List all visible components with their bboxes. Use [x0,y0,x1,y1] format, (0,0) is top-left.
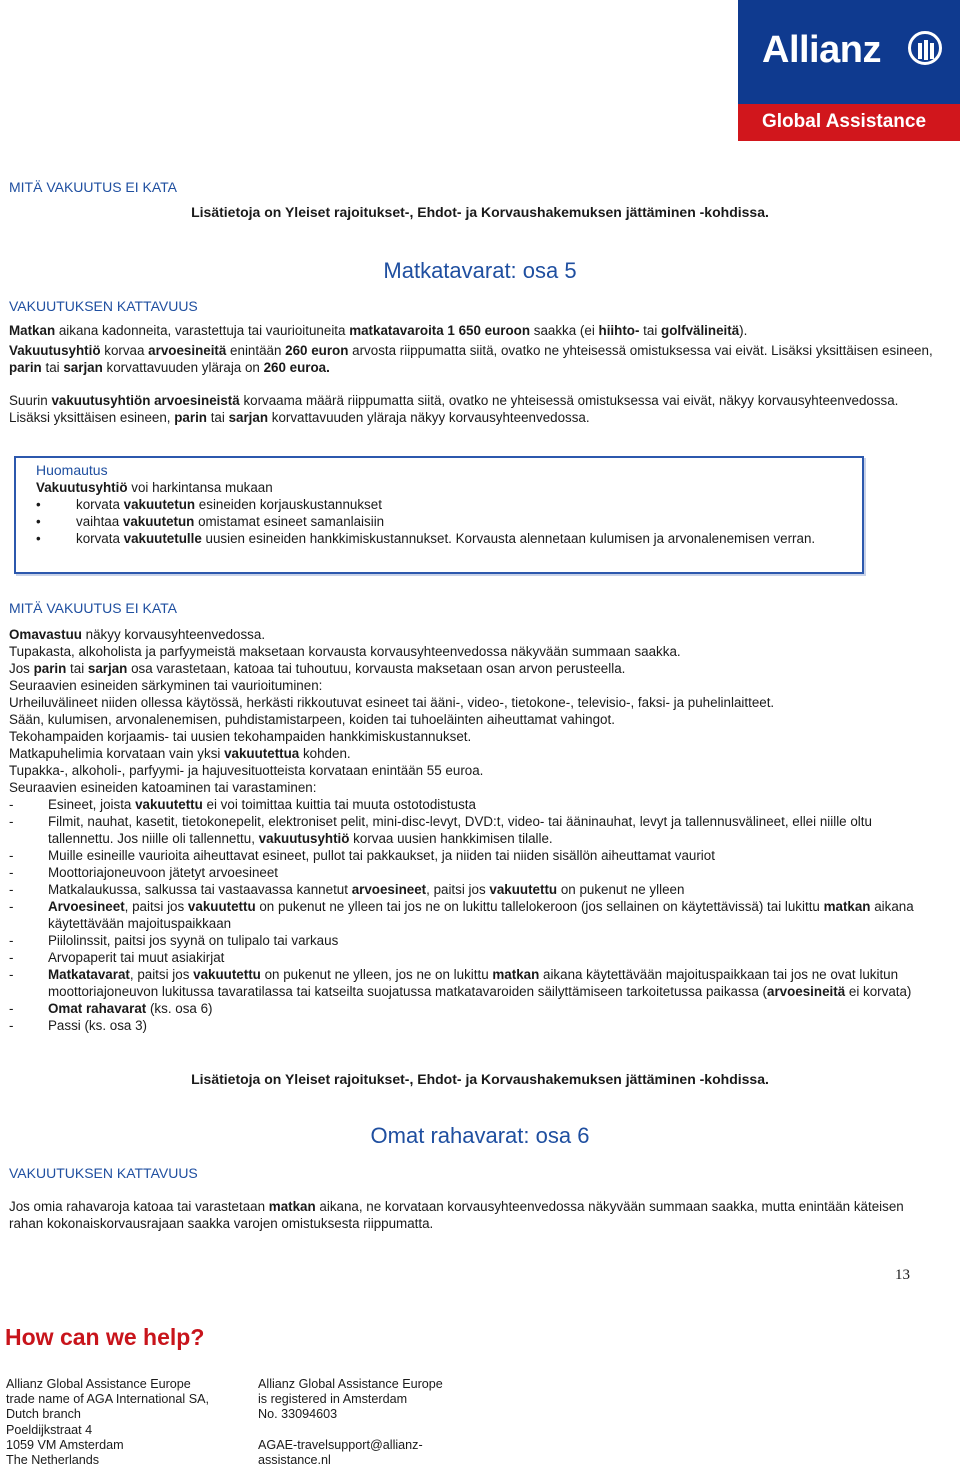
text-run: Suurin [9,393,52,408]
bold-term: arvoesineitä [767,984,846,999]
bold-term: Matkan [9,323,56,338]
exclusion-dash-item [9,881,939,898]
bold-term: vakuutusyhtiö [258,831,350,846]
footer-line: Allianz Global Assistance Europe [258,1377,443,1391]
text-run: (ks. osa 6) [146,1001,213,1016]
text-run: uusien esineiden hankkimiskustannukset. Korvausta alennetaan kulumisen ja arvonalenemisen verran. [201,531,816,546]
bold-term: 260 euroa. [263,360,330,375]
exclusion-dash-item [9,847,939,864]
text-run: , paitsi jos [124,899,188,914]
text-run: Filmit, nauhat, kasetit, tietokonepelit, elektroniset pelit, mini-disc-levyt, DVD:t, video- tai ääninauhat, levyt ja tallennusvälineet, ellei niille oltu tallennettu. Jos niille oli tallennettu, [48,814,872,846]
bold-term: vakuutettu [187,899,256,914]
dash-item-text [48,1018,147,1033]
footer-line: 1059 VM Amsterdam [6,1437,124,1452]
exclusion-dash-item [9,898,939,932]
text-run: esineiden korjauskustannukset [195,497,382,512]
logo-subtitle: Global Assistance [762,111,927,132]
text-run: , paitsi jos [129,967,194,982]
dash-marker: - [9,950,14,965]
text-run: Jos omia rahavaroja katoaa tai varastetaan [9,1199,269,1214]
footer-address [6,1377,246,1468]
bold-term: parin [33,661,67,676]
dash-marker: - [9,1018,14,1033]
dash-marker: - [9,899,14,914]
text-run: aikana käytettävään majoituspaikkaan tai jos ne ovat lukitun moottoriajoneuvon lukitussa tavaratilassa tai katseilta suojatussa matkatavaroiden säilyttämiseen tarkoitetussa paikassa ( [48,967,899,999]
text-run: voi harkintansa mukaan [127,480,273,495]
exclusions-body [9,626,939,1034]
dash-item-text [48,865,278,880]
further-info-note-1: Lisätietoja on Yleiset rajoitukset-, Ehdot- ja Korvaushakemuksen jättäminen -kohdissa. [191,204,769,220]
exclusion-dash-item [9,1000,939,1017]
dash-marker: - [9,797,14,812]
text-run: Arvopaperit tai muut asiakirjat [48,950,225,965]
text-run: Piilolinssit, paitsi jos syynä on tulipalo tai varkaus [48,933,339,948]
bold-term: Matkatavarat [48,967,130,982]
text-run: korvaa [100,343,149,358]
footer-line: assistance.nl [258,1453,331,1468]
text-run: korvaa uusien hankkimisen tilalle. [349,831,553,846]
text-run: näkyy korvausyhteenvedossa. [81,627,266,642]
footer-line: Dutch branch [6,1407,81,1422]
bold-term: sarjan [228,410,269,425]
further-info-note-2: Lisätietoja on Yleiset rajoitukset-, Ehdot- ja Korvaushakemuksen jättäminen -kohdissa. [191,1071,769,1087]
text-run: vaihtaa [76,514,123,529]
allianz-eagle-icon [908,31,942,65]
exclusion-line [9,694,939,711]
bold-term: matkatavaroita 1 650 euroon [349,323,531,338]
exclusion-line [9,762,939,779]
note-list [36,496,856,547]
text-run: korvaama määrä riippumatta siitä, ovatko ne yhteisessä omistuksessa vai eivät, näkyy korvausyhteenvedossa. Lisäksi yksittäisen esineen, [9,393,899,425]
text-run: korvattavuuden yläraja näkyy korvausyhteenvedossa. [268,410,590,425]
dash-item-text [48,848,715,863]
footer-line: Poeldijkstraat 4 [6,1422,93,1437]
text-run: Passi (ks. osa 3) [48,1018,147,1033]
note-intro [36,479,273,496]
text-run: Muille esineille vaurioita aiheuttavat esineet, pullot tai pakkaukset, ja niiden tai niiden sisällön aiheuttamat vauriot [48,848,715,863]
footer-line [258,1423,498,1438]
bold-term: matkan [492,967,540,982]
dash-item-text [48,899,914,931]
bold-term: Vakuutusyhtiö [9,343,101,358]
exclusion-line [9,728,939,745]
exclusion-dash-item [9,966,939,1000]
text-run: Seuraavien esineiden katoaminen tai varastaminen: [9,780,317,795]
note-list-item [36,530,856,547]
section-title-money: Omat rahavarat: osa 6 [370,1123,590,1148]
text-run: saakka (ei [530,323,599,338]
text-run: , paitsi jos [426,882,490,897]
note-list-item [36,496,856,513]
text-run: on pukenut ne ylleen, jos ne on lukittu [260,967,493,982]
exclusion-line [9,745,939,762]
text-run: on pukenut ne ylleen [557,882,685,897]
exclusion-line [9,711,939,728]
text-run: arvosta riippumatta siitä, ovatko ne yhteisessä omistuksessa vai eivät. Lisäksi yksittäisen esineen, [348,343,933,358]
bold-term: vakuutettu [193,967,261,982]
text-run: aikana käytettävään majoituspaikkaan [48,899,914,931]
text-run: Tupakasta, alkoholista ja parfyymeistä maksetaan korvausta korvausyhteenvedossa näkyvään summaan saakka. [9,644,681,659]
text-run: Jos [9,661,34,676]
note-list-text [76,514,384,529]
note-list-item [36,513,856,530]
text-run: aikana kadonneita, varastettuja tai vaurioituneita [55,323,350,338]
allianz-logo [738,0,960,141]
bold-term: arvoesineitä [148,343,227,358]
exclusion-dash-item [9,813,939,847]
bold-term: arvoesineet [351,882,427,897]
bold-term: parin [9,360,42,375]
bold-term: golfvälineitä [661,323,740,338]
bold-term: matkan [823,899,871,914]
text-run: ei korvata) [845,984,912,999]
section-heading-coverage-money: VAKUUTUKSEN KATTAVUUS [9,1165,198,1181]
text-run: korvata [76,531,124,546]
dash-marker: - [9,933,14,948]
dash-item-text [48,797,476,812]
dash-marker: - [9,882,14,897]
note-list-text [76,531,815,546]
money-paragraph [9,1198,939,1232]
dash-item-text [48,882,684,897]
baggage-paragraph-2 [9,342,939,376]
text-run: Tekohampaiden korjaamis- tai uusien tekohampaiden hankkimiskustannukset. [9,729,472,744]
text-run: korvattavuuden yläraja on [102,360,264,375]
section-heading-coverage-baggage: VAKUUTUKSEN KATTAVUUS [9,298,198,314]
exclusion-line [9,660,939,677]
bold-term: vakuutetun [122,514,195,529]
text-run: on pukenut ne ylleen tai jos ne on lukittu tallelokeroon (jos sellainen on käytettävissä) tai lukittu [255,899,824,914]
bold-term: Arvoesineet [48,899,125,914]
dash-marker: - [9,967,14,982]
footer-line: The Netherlands [6,1453,100,1468]
text-run: Matkalaukussa, salkussa tai vastaavassa kannetut [48,882,352,897]
baggage-paragraph-1 [9,322,939,339]
dash-item-text [48,950,224,965]
footer-line: is registered in Amsterdam [258,1392,408,1407]
note-title: Huomautus [36,462,108,478]
dash-item-text [48,1001,212,1016]
text-run: Matkapuhelimia korvataan vain yksi [9,746,225,761]
help-slogan: How can we help? [5,1324,205,1350]
text-run: osa varastetaan, katoaa tai tuhoutuu, korvausta maksetaan osan arvon perusteella. [127,661,626,676]
footer-line: AGAE-travelsupport@allianz- [258,1437,423,1452]
bold-term: vakuutusyhtiön arvoesineistä [51,393,240,408]
exclusion-dash-item [9,949,939,966]
exclusion-line [9,677,939,694]
text-run: aikana, ne korvataan korvausyhteenvedossa näkyvään summaan saakka, mutta enintään käteisen rahan kokonaiskorvausrajaan saakka varojen omistuksesta riippumatta. [9,1199,904,1231]
exclusion-dash-item [9,932,939,949]
dash-marker: - [9,865,14,880]
text-run: Sään, kulumisen, arvonalenemisen, puhdistamistarpeen, koiden tai tuhoeläinten aiheuttamat vahingot. [9,712,615,727]
bold-term: Omavastuu [9,627,82,642]
bold-term: Omat rahavarat [48,1001,147,1016]
bold-term: matkan [268,1199,316,1214]
bullet-icon: • [36,531,41,546]
bold-term: 260 euron [285,343,349,358]
bold-term: parin [174,410,207,425]
dash-marker: - [9,814,14,829]
text-run: tai [206,410,229,425]
bold-term: Vakuutusyhtiö [36,480,128,495]
exclusion-line [9,779,939,796]
text-run: tai [41,360,64,375]
text-run: Seuraavien esineiden särkyminen tai vaurioituminen: [9,678,323,693]
section-heading-exclusions-1: MITÄ VAKUUTUS EI KATA [9,179,178,195]
dash-item-text [48,814,872,846]
text-run: Moottoriajoneuvoon jätetyt arvoesineet [48,865,279,880]
bold-term: vakuutetun [123,497,196,512]
bullet-icon: • [36,497,41,512]
text-run: omistamat esineet samanlaisiin [194,514,385,529]
bold-term: sarjan [63,360,103,375]
footer-line: Allianz Global Assistance Europe [6,1377,191,1391]
text-run: enintään [226,343,286,358]
note-list-text [76,497,382,512]
bold-term: vakuutettua [224,746,300,761]
dash-item-text [48,933,338,948]
section-title-baggage: Matkatavarat: osa 5 [383,258,577,283]
baggage-paragraph-3 [9,392,939,426]
page-number: 13 [895,1267,910,1283]
exclusion-line [9,626,939,643]
bold-term: vakuutettu [135,797,203,812]
bullet-icon: • [36,514,41,529]
exclusion-dash-item [9,864,939,881]
text-run: korvata [76,497,124,512]
text-run: tai [639,323,662,338]
dash-marker: - [9,848,14,863]
exclusion-dash-item [9,796,939,813]
exclusion-dash-item [9,1017,939,1034]
note-box [14,456,864,574]
text-run: ). [739,323,748,338]
bold-term: sarjan [87,661,128,676]
text-run: Esineet, joista [48,797,136,812]
dash-item-text [48,967,911,999]
text-run: Tupakka-, alkoholi-, parfyymi- ja hajuvesituotteista korvataan enintään 55 euroa. [9,763,484,778]
dash-marker: - [9,1001,14,1016]
bold-term: vakuutetulle [123,531,202,546]
text-run: kohden. [299,746,351,761]
bold-term: hiihto- [598,323,640,338]
logo-brand: Allianz [762,29,881,71]
bold-term: vakuutettu [489,882,558,897]
footer-line: trade name of AGA International SA, [6,1392,210,1407]
section-heading-exclusions-2: MITÄ VAKUUTUS EI KATA [9,600,178,616]
footer-registration [258,1377,498,1468]
exclusion-line [9,643,939,660]
text-run: ei voi toimittaa kuittia tai muuta ostotodistusta [202,797,476,812]
footer-line: No. 33094603 [258,1407,338,1422]
text-run: Urheiluvälineet niiden ollessa käytössä, herkästi rikkoutuvat esineet tai ääni-, video-, tietokone-, televisio-, faksi- ja puhelinlaitteet. [9,695,775,710]
text-run: tai [66,661,88,676]
